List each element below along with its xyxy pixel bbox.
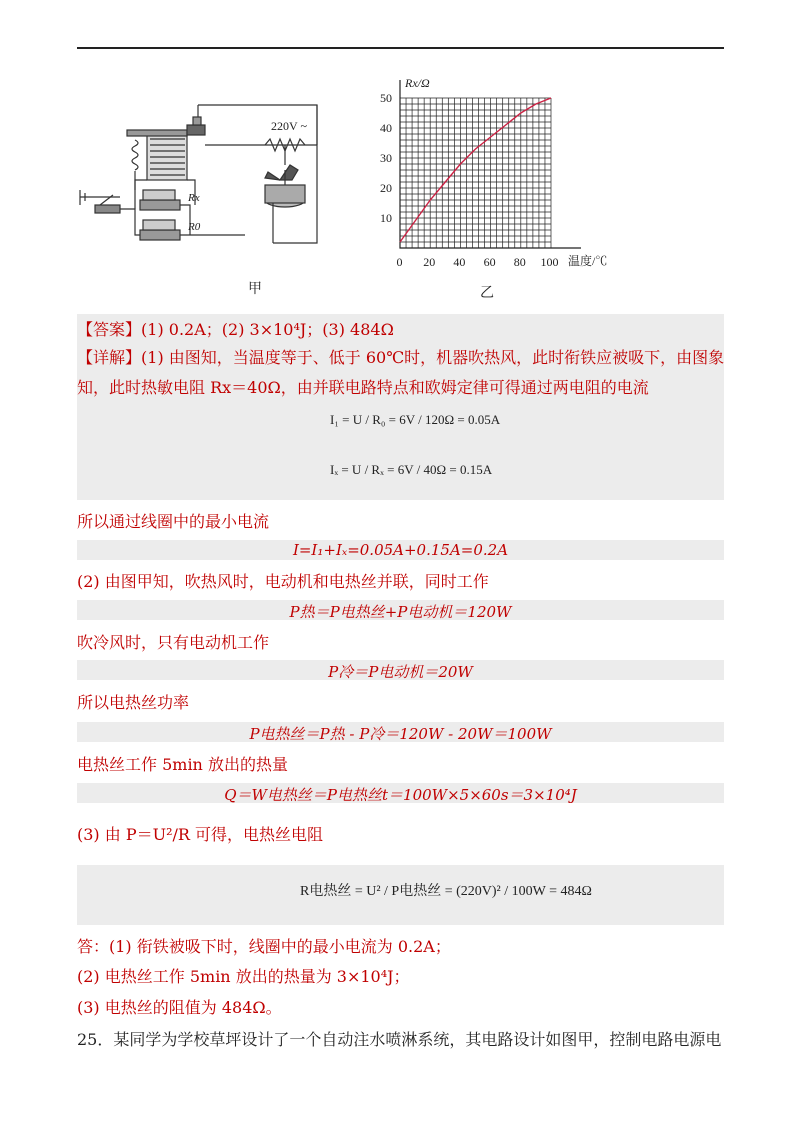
text-p3: (3) 由 P＝U²/R 可得，电热丝电阻 (77, 825, 324, 844)
y-tick-label: 20 (380, 181, 392, 195)
resistance-temperature-graph (375, 70, 625, 280)
circuit-diagram (75, 95, 375, 260)
text-heat: 电热丝工作 5min 放出的热量 (77, 755, 288, 774)
text-cold: 吹冷风时，只有电动机工作 (77, 633, 270, 652)
summary-1: 答：(1) 衔铁被吸下时，线圈中的最小电流为 0.2A； (77, 937, 451, 956)
x-tick-label: 0 (396, 255, 403, 269)
x-tick-label: 60 (483, 255, 496, 269)
graph-caption: 乙 (480, 285, 494, 301)
text-p2: (2) 由图甲知，吹热风时，电动机和电热丝并联，同时工作 (77, 572, 489, 591)
eq-r: R电热丝 = U² / P电热丝 = (220V)² / 100W = 484Ω (300, 884, 592, 899)
detail-line-1: 【详解】(1) 由图知，当温度等于、低于 60℃时，机器吹热风，此时衔铁应被吸下，由图象 (77, 348, 725, 367)
circuit-caption: 甲 (248, 281, 262, 297)
x-tick-label: 100 (540, 255, 559, 269)
x-tick-label: 80 (513, 255, 526, 269)
answer-line (77, 320, 394, 340)
summary-2: (2) 电热丝工作 5min 放出的热量为 3×10⁴J； (77, 967, 410, 986)
rx-label: Rx (188, 192, 200, 204)
y-axis-label: Rx/Ω (405, 76, 430, 90)
x-axis-label: 温度/℃ (568, 254, 608, 268)
voltage-label: 220V ~ (271, 119, 307, 133)
y-tick-label: 30 (380, 151, 392, 165)
summary-3: (3) 电热丝的阻值为 484Ω。 (77, 998, 282, 1017)
r0-label: R0 (188, 221, 201, 233)
x-tick-label: 20 (423, 255, 436, 269)
eq-pwire: P电热丝＝P热 - P冷＝120W - 20W＝100W (249, 725, 552, 743)
eq-pcold: P冷＝P电动机＝20W (328, 663, 473, 681)
detail-line-2: 知，此时热敏电阻 Rx＝40Ω，由并联电路特点和欧姆定律可得通过两电阻的电流 (77, 378, 649, 397)
eq-phot: P热＝P电热丝+P电动机＝120W (289, 603, 512, 621)
x-tick-label: 40 (453, 255, 466, 269)
text-power: 所以电热丝功率 (77, 693, 190, 712)
detail-label: 【详解】 (77, 348, 142, 367)
eq-i1: I₁ = U / R₀ = 6V / 120Ω = 0.05A (330, 412, 501, 427)
y-tick-label: 40 (380, 121, 392, 135)
answer-label: 【答案】 (77, 320, 142, 339)
eq-q: Q＝W电热丝＝P电热丝t＝100W×5×60s＝3×10⁴J (224, 786, 577, 804)
y-tick-label: 50 (380, 91, 392, 105)
y-tick-label: 10 (380, 211, 392, 225)
eq-i: I=I₁+Iₓ=0.05A+0.15A=0.2A (292, 541, 509, 559)
text-min-current: 所以通过线圈中的最小电流 (77, 512, 270, 531)
answer-text: (1) 0.2A；(2) 3×10⁴J；(3) 484Ω (141, 320, 394, 339)
next-question: 25．某同学为学校草坪设计了一个自动注水喷淋系统，其电路设计如图甲，控制电路电源电 (77, 1030, 722, 1049)
top-rule (77, 47, 724, 49)
eq-ix: Iₓ = U / Rₓ = 6V / 40Ω = 0.15A (330, 462, 493, 477)
